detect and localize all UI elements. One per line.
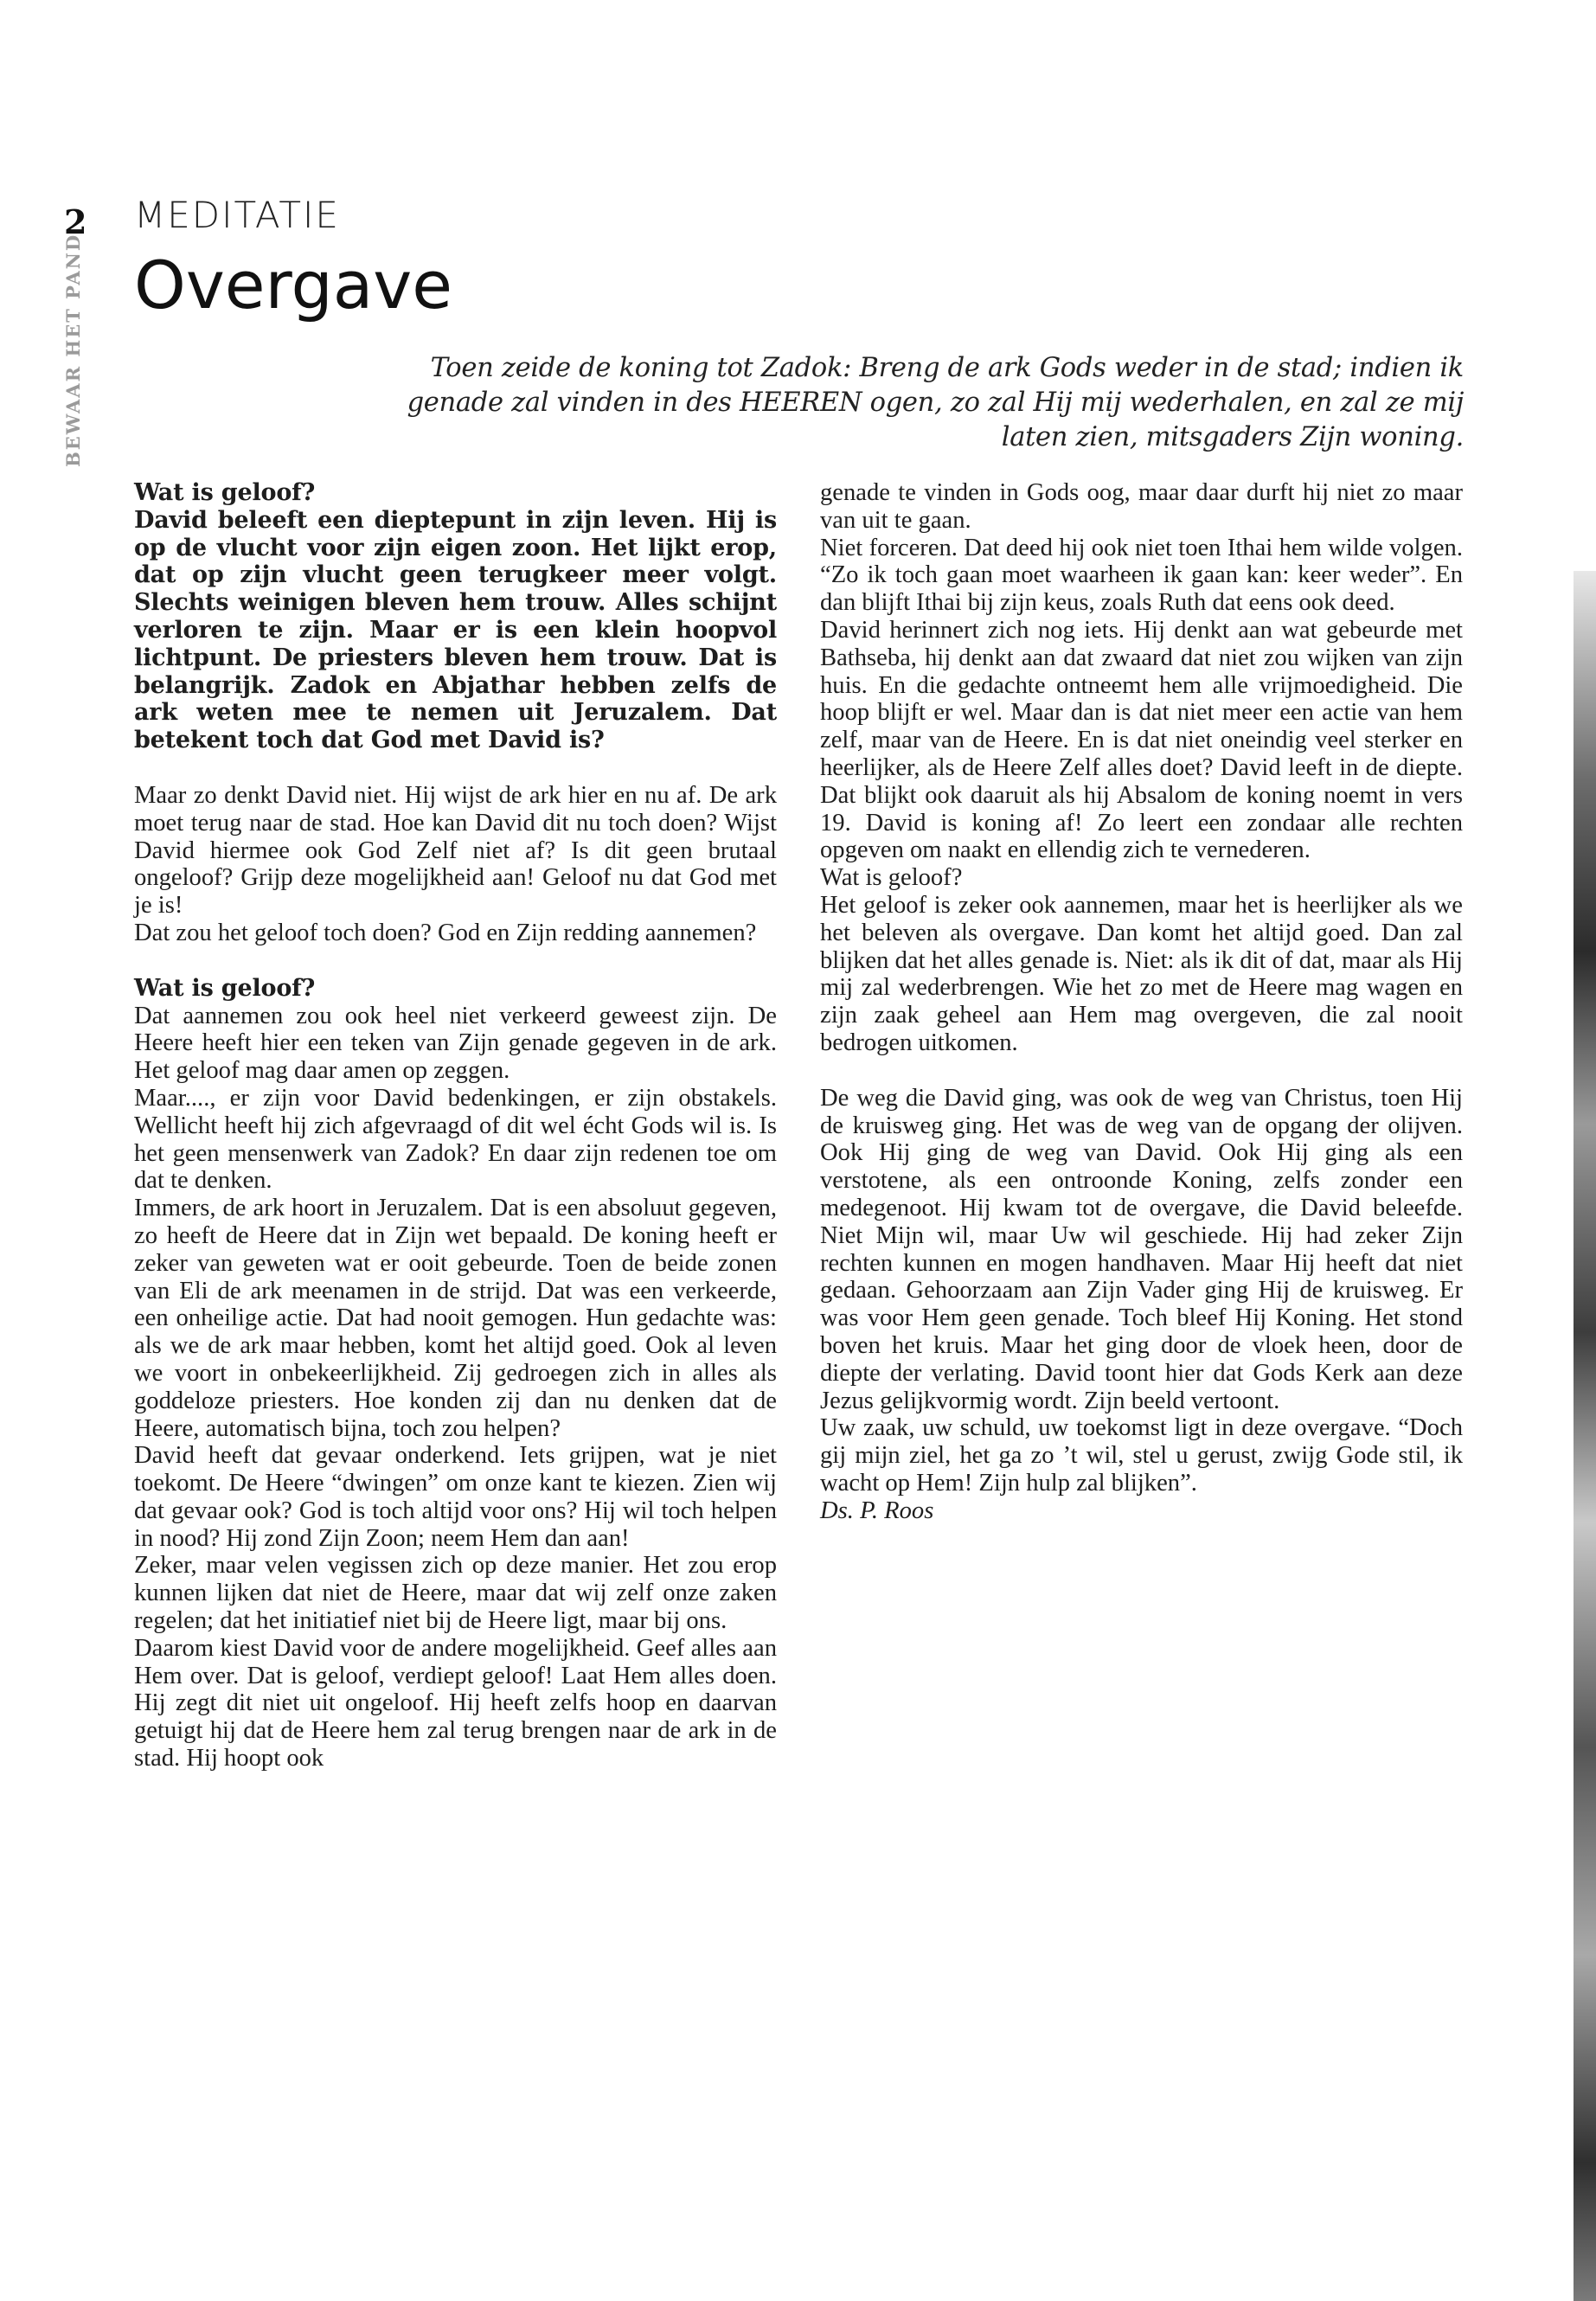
paragraph: David heeft dat gevaar onderkend. Iets grijpen, wat je niet toekomt. De Heere “dwingen” om onze kant te kiezen. Zien wij dat gevaar ook? God is toch altijd voor ons? Hij wil toch helpen in nood? Hij zond Zijn Zoon; neem Hem dan aan! xyxy=(134,1442,777,1552)
paragraph: Dat aannemen zou ook heel niet verkeerd geweest zijn. De Heere heeft hier een teken van Zijn genade gegeven in de ark. Het geloof mag daar amen op zeggen. xyxy=(134,1002,777,1085)
heading-wat-is-geloof-1: Wat is geloof? xyxy=(134,479,316,506)
paragraph: Niet forceren. Dat deed hij ook niet toen Ithai hem wilde volgen. “Zo ik toch gaan moet waarheen ik gaan kan: keer weder”. En dan blijft Ithai bij zijn keus, zoals Ruth dat eens ook deed. xyxy=(820,534,1463,617)
article-title: Overgave xyxy=(134,247,453,324)
paragraph: Daarom kiest David voor de andere mogelijkheid. Geef alles aan Hem over. Dat is geloof, verdiept geloof! Laat Hem alles doen. Hij zegt dit niet uit ongeloof. Hij heeft zelfs hoop en daarvan getuigt hij dat de Heere hem zal terug brengen naar de ark in de stad. Hij hoopt ook xyxy=(134,1634,777,1772)
paragraph: David herinnert zich nog iets. Hij denkt aan wat gebeurde met Bathseba, hij denkt aan dat zwaard dat niet zou wijken van zijn huis. En die gedachte ontneemt hem alle vrijmoedigheid. Die hoop blijft er wel. Maar dan is dat niet meer een actie van hem zelf, maar van de Heere. En is dat niet oneindig veel sterker en heerlijker, als de Heere Zelf alles doet? David leeft in de diepte. Dat blijkt ook daaruit als hij Absalom de koning noemt in vers 19. David is koning af! Zo leert een zondaar alle rechten opgeven om naakt en ellendig zich te vernederen. xyxy=(820,616,1463,864)
author-signature: Ds. P. Roos xyxy=(820,1497,934,1524)
side-label: BEWAAR HET PAND xyxy=(62,233,84,467)
epigraph-quote: Toen zeide de koning tot Zadok: Breng de ark Gods weder in de stad; indien ik genade zal vinden in des HEEREN ogen, zo zal Hij mij wederhalen, en zal ze mij laten zien, mitsgaders Zijn woning. xyxy=(407,353,1464,452)
paragraph: Zeker, maar velen vegissen zich op deze manier. Het zou erop kunnen lijken dat niet de Heere, maar dat wij zelf onze zaken regelen; dat het initiatief niet bij de Heere ligt, maar bij ons. xyxy=(134,1552,777,1635)
section-label: MEDITATIE xyxy=(134,194,340,236)
photo-edge-decoration xyxy=(1574,571,1596,2301)
paragraph: Dat zou het geloof toch doen? God en Zijn redding aannemen? xyxy=(134,919,757,946)
paragraph: Het geloof is zeker ook aannemen, maar het is heerlijker als we het beleven als overgave. Dan komt het altijd goed. Dan zal blijken dat het alles genade is. Niet: als ik dit of dat, maar als Hij mij zal wederbrengen. Wie het zo met de Heere mag wagen en zijn zaak geheel aan Hem mag overgeven, die zal nooit bedrogen uitkomen. xyxy=(820,891,1463,1056)
heading-wat-is-geloof-2: Wat is geloof? xyxy=(134,974,316,1002)
paragraph: Wat is geloof? xyxy=(820,864,963,892)
right-column xyxy=(820,479,1463,1524)
paragraph: De weg die David ging, was ook de weg van Christus, toen Hij de kruisweg ging. Het was de weg van de opgang der olijven. Ook Hij ging de weg van David. Ook Hij ging als een verstotene, als een ontroonde Koning, zelfs zonder een medegenoot. Hij kwam tot de overgave, die David beleefde. Niet Mijn wil, maar Uw wil geschiede. Hij had zeker Zijn rechten kunnen en mogen handhaven. Maar Hij heeft dat niet gedaan. Gehoorzaam aan Zijn Vader ging Hij de kruisweg. Er was voor Hem geen genade. Toch bleef Hij Koning. Het stond boven het kruis. Maar het ging door de vloek heen, door de diepte der verlating. David toont hier dat Gods Kerk aan deze Jezus gelijkvormig wordt. Zijn beeld vertoont. xyxy=(820,1084,1463,1414)
intro-paragraph: David beleeft een dieptepunt in zijn leven. Hij is op de vlucht voor zijn eigen zoon. Het lijkt erop, dat op zijn vlucht geen terugkeer meer volgt. Slechts weinigen bleven hem trouw. Alles schijnt verloren te zijn. Maar er is een klein hoopvol lichtpunt. De priesters bleven hem trouw. Dat is belangrijk. Zadok en Abjathar hebben zelfs de ark weten mee te nemen uit Jeruzalem. Dat betekent toch dat God met David is? xyxy=(134,506,777,754)
paragraph: Immers, de ark hoort in Jeruzalem. Dat is een absoluut gegeven, zo heeft de Heere dat in Zijn wet bepaald. De koning heeft er zeker van geweten wat er ooit gebeurde. Toen de beide zonen van Eli de ark meenamen in de strijd. Dat was een verkeerde, een onheilige actie. Dat had nooit gemogen. Hun gedachte was: als we de ark maar hebben, komt het altijd goed. Ook al leven we voort in onbekeerlijkheid. Zij gedroegen zich in alles als goddeloze priesters. Hoe konden zij dan nu denken dat de Heere, automatisch bijna, toch zou helpen? xyxy=(134,1195,777,1442)
page-number: 2 xyxy=(64,202,87,241)
paragraph: Maar zo denkt David niet. Hij wijst de ark hier en nu af. De ark moet terug naar de stad. Hoe kan David dit nu toch doen? Wijst David hiermee ook God Zelf niet af? Is dit geen brutaal ongeloof? Grijp deze mogelijkheid aan! Geloof nu dat God met je is! xyxy=(134,781,777,920)
paragraph: Uw zaak, uw schuld, uw toekomst ligt in deze overgave. “Doch gij mijn ziel, het ga zo ’t wil, stel u gerust, zwijg Gode stil, ik wacht op Hem! Zijn hulp zal blijken”. xyxy=(820,1414,1463,1497)
paragraph: Maar...., er zijn voor David bedenkingen, er zijn obstakels. Wellicht heeft hij zich afgevraagd of dit wel écht Gods wil is. Is het geen mensenwerk van Zadok? En daar zijn redenen toe om dat te denken. xyxy=(134,1084,777,1195)
paragraph: genade te vinden in Gods oog, maar daar durft hij niet zo maar van uit te gaan. xyxy=(820,479,1463,534)
left-column xyxy=(134,479,777,1772)
